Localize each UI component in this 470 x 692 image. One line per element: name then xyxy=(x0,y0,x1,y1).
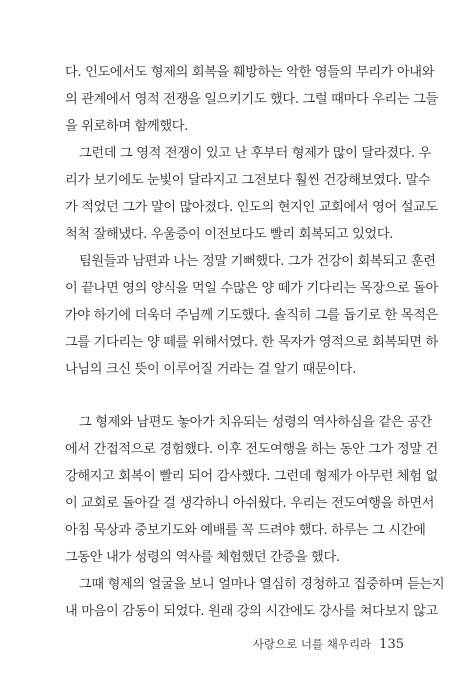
body-text-line: 내 마음이 감동이 되었다. 원래 강의 시간에도 강사를 쳐다보지 않고 xyxy=(65,604,438,619)
body-text-line: 이 교회로 돌아갈 걸 생각하니 아쉬웠다. 우리는 전도여행을 하면서 xyxy=(65,496,435,511)
body-text-line: 강해지고 회복이 빨리 되어 감사했다. 그런데 형제가 아무런 체험 없 xyxy=(65,469,438,484)
body-text-line: 에서 간접적으로 경험했다. 이후 전도여행을 하는 동안 그가 정말 건 xyxy=(65,442,438,457)
body-text-line: 이 끝나면 영의 양식을 먹일 수많은 양 떼가 기다리는 목장으로 돌아 xyxy=(65,281,438,296)
body-text-line: 리가 보기에도 눈빛이 달라지고 그전보다 훨씬 건강해보였다. 말수 xyxy=(65,173,431,188)
body-text-line: 의 관계에서 영적 전쟁을 일으키기도 했다. 그럴 때마다 우리는 그들 xyxy=(65,92,438,107)
body-text-line: 그때 형제의 얼굴을 보니 얼마나 열심히 경청하고 집중하며 듣는지 xyxy=(79,577,445,592)
body-text-line: 아침 묵상과 중보기도와 예배를 꼭 드려야 했다. 하루는 그 시간에 xyxy=(65,523,426,538)
body-text-line: 가 적었던 그가 말이 많아졌다. 인도의 현지인 교회에서 영어 설교도 xyxy=(65,200,438,215)
body-text-line: 척척 잘해냈다. 우울증이 이전보다도 빨리 회복되고 있었다. xyxy=(65,227,394,242)
running-title: 사랑으로 너를 채우리라 xyxy=(252,637,372,651)
body-text-line: 다. 인도에서도 형제의 회복을 훼방하는 악한 영들의 무리가 아내와 xyxy=(65,65,435,80)
body-text-line: 그 형제와 남편도 놓아가 치유되는 성령의 역사하심을 같은 공간 xyxy=(79,415,432,430)
body-text-line: 그를 기다리는 양 떼를 위해서였다. 한 목자가 영적으로 회복되면 하 xyxy=(65,335,438,350)
page-number: 135 xyxy=(379,637,404,652)
body-text-line: 팀원들과 남편과 나는 정말 기뻐했다. 그가 건강이 회복되고 훈련 xyxy=(79,254,436,269)
body-text-line: 나님의 크신 뜻이 이루어질 거라는 걸 알기 때문이다. xyxy=(65,362,356,377)
body-text-line: 그런데 그 영적 전쟁이 있고 난 후부터 형제가 많이 달라졌다. 우 xyxy=(79,146,431,161)
body-text-line: 가야 하기에 더욱더 주님께 기도했다. 솔직히 그를 돕기로 한 목적은 xyxy=(65,308,438,323)
body-text-line: 그동안 내가 성령의 역사를 체험했던 간증을 했다. xyxy=(65,550,340,565)
page-footer xyxy=(253,636,404,652)
body-text-line: 을 위로하며 함께했다. xyxy=(65,119,189,134)
